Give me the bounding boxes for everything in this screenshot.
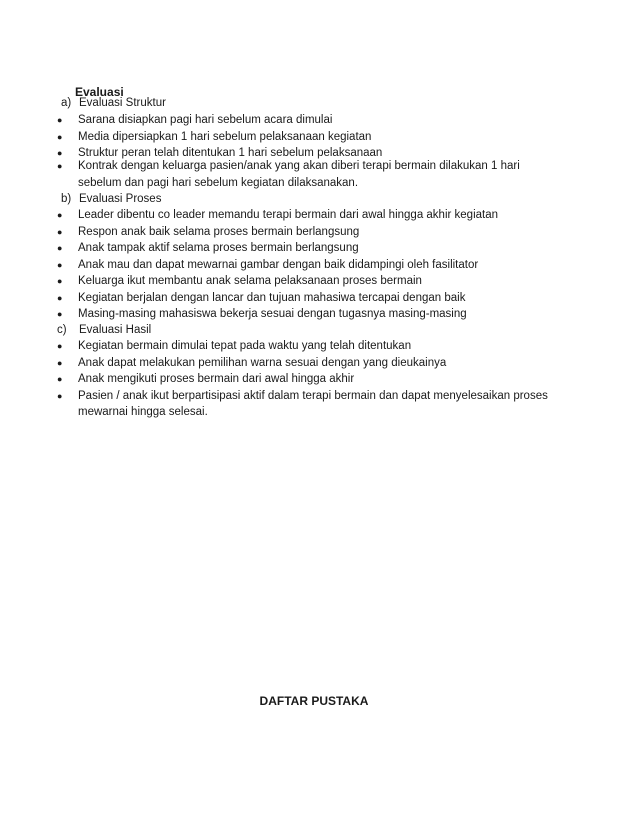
bullet-icon: ●	[57, 390, 63, 401]
list-item-text: Anak mengikuti proses bermain dari awal hingga akhir	[78, 373, 355, 385]
list-item-text: Keluarga ikut membantu anak selama pelaksanaan proses bermain	[78, 275, 422, 287]
list-item-text: Respon anak baik selama proses bermain berlangsung	[78, 225, 360, 238]
subsection-label-hasil	[57, 322, 151, 338]
subsection-marker: c)	[57, 324, 67, 336]
list-item-text: Kegiatan bermain dimulai tepat pada waktu yang telah ditentukan	[78, 340, 412, 352]
list-item-text: Kegiatan berjalan dengan lancar dan tujuan mahasiwa tercapai dengan baik	[78, 291, 466, 304]
bullet-icon: ●	[57, 357, 63, 368]
list-item-text: Masing-masing mahasiswa bekerja sesuai dengan tugasnya masing-masing	[78, 308, 467, 320]
references-heading-text: DAFTAR PUSTAKA	[259, 694, 369, 708]
bullet-icon: ●	[57, 131, 63, 142]
list-item-text: Struktur peran telah ditentukan 1 hari sebelum pelaksanaan	[78, 147, 383, 159]
bullet-icon: ●	[57, 374, 63, 384]
bullet-icon: ●	[57, 115, 63, 125]
bullet-icon: ●	[57, 341, 63, 351]
bullet-icon: ●	[57, 226, 63, 237]
bullet-icon: ●	[57, 161, 63, 171]
section-heading-evaluasi: Evaluasi	[75, 85, 124, 99]
references-heading	[0, 694, 638, 708]
bullet-icon: ●	[57, 243, 63, 253]
bullet-icon: ●	[57, 292, 63, 303]
bullet-icon: ●	[57, 148, 63, 158]
list-item-text: Pasien / anak ikut berpartisipasi aktif dalam terapi bermain dan dapat menyelesaikan proses mewarnai hingga selesai.	[78, 389, 548, 418]
subsection-label-struktur	[61, 95, 166, 111]
subsection-label-proses	[61, 191, 161, 207]
list-item-text: Anak tampak aktif selama proses bermain berlangsung	[78, 242, 359, 254]
subsection-marker: b)	[61, 193, 72, 205]
list-item-text: Anak dapat melakukan pemilihan warna sesuai dengan yang dieukainya	[78, 356, 447, 369]
list-item-text: Leader dibentu co leader memandu terapi bermain dari awal hingga akhir kegiatan	[78, 209, 499, 221]
list-item-text: Sarana disiapkan pagi hari sebelum acara dimulai	[78, 114, 333, 126]
bullet-icon: ●	[57, 210, 63, 220]
subsection-title: Evaluasi Hasil	[79, 324, 152, 336]
bullet-icon: ●	[57, 309, 63, 319]
list-item-text: Anak mau dan dapat mewarnai gambar dengan baik didampingi oleh fasilitator	[78, 258, 479, 271]
subsection-title: Evaluasi Proses	[79, 193, 162, 205]
subsection-marker: a)	[61, 97, 72, 109]
subsection-title: Evaluasi Struktur	[79, 97, 166, 109]
bullet-icon: ●	[57, 276, 63, 286]
list-item-text: Kontrak dengan keluarga pasien/anak yang akan diberi terapi bermain dilakukan 1 hari sebelum dan pagi hari sebelum kegiatan dilaksanakan.	[78, 160, 520, 189]
bullet-icon: ●	[57, 259, 63, 270]
list-item-text: Media dipersiapkan 1 hari sebelum pelaksanaan kegiatan	[78, 130, 372, 143]
